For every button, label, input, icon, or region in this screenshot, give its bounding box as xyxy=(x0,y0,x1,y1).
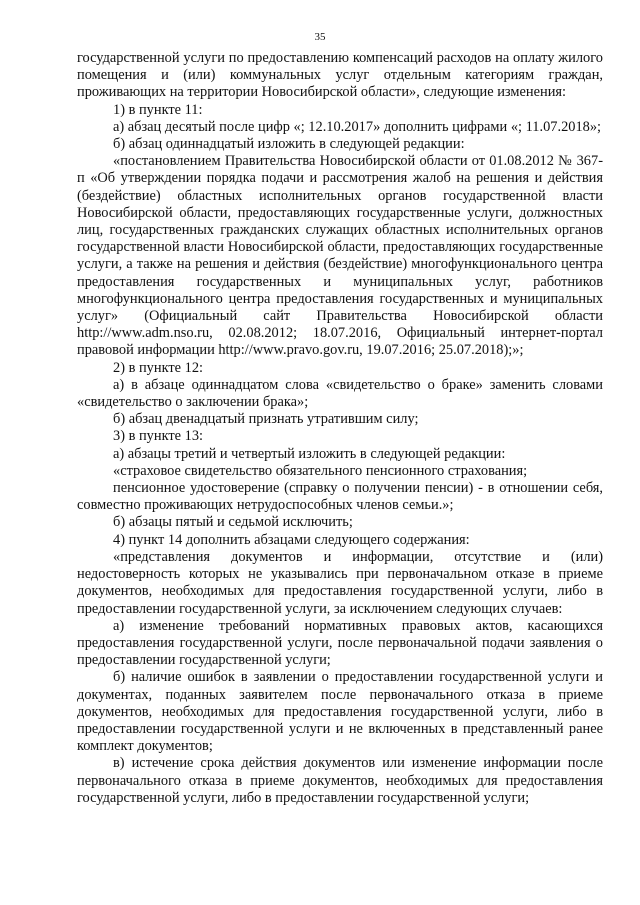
paragraph: в) истечение срока действия документов или изменение информации после первоначального отказа в приеме документов, необходимых для предоставления государственной услуги, либо в предоставлении государственной услуги; xyxy=(77,755,603,806)
paragraph: «страховое свидетельство обязательного пенсионного страхования; xyxy=(113,462,528,479)
page-number: 35 xyxy=(314,31,326,43)
paragraph: а) в абзаце одиннадцатом слова «свидетельство о браке» заменить словами «свидетельство о заключении брака»; xyxy=(77,376,603,411)
paragraph: б) абзац одиннадцатый изложить в следующей редакции: xyxy=(113,136,465,153)
paragraph: б) абзацы пятый и седьмой исключить; xyxy=(113,514,353,531)
paragraph: б) наличие ошибок в заявлении о предоставлении государственной услуги и документах, поданных заявителем после первоначального отказа в приеме документов, необходимых для предоставления государственной услуги, либо в предоставлении государственной услуги и не включенных в представленный ранее комплект документов; xyxy=(77,669,603,755)
paragraph: «постановлением Правительства Новосибирской области от 01.08.2012 № 367-п «Об утверждении порядка подачи и рассмотрения жалоб на решения и действия (бездействие) областных исполнительных органов государственной власти Новосибирской области, предоставляющих государственные услуги, должностных лиц, государственных гражданских служащих областных исполнительных органов государственной власти Новосибирской области, предоставляющих государственные услуги, а также на решения и действия (бездействие) многофункционального центра предоставления государственных и муниципальных услуг, работников многофункционального центра предоставления государственных и муниципальных услуг» (Официальный сайт Правительства Новосибирской области http://www.adm.nso.ru, 02.08.2012; 18.07.2016, Официальный интернет-портал правовой информации http://www.pravo.gov.ru, 19.07.2016; 25.07.2018);»; xyxy=(77,153,603,359)
paragraph: 2) в пункте 12: xyxy=(113,359,204,376)
paragraph: б) абзац двенадцатый признать утратившим силу; xyxy=(113,411,419,428)
paragraph: 3) в пункте 13: xyxy=(113,428,204,445)
paragraph: а) абзацы третий и четвертый изложить в следующей редакции: xyxy=(113,445,506,462)
paragraph: «представления документов и информации, отсутствие и (или) недостоверность которых не указывались при первоначальном отказе в приеме документов, необходимых для предоставления государственной услуги, либо в предоставлении государственной услуги, за исключением следующих случаев: xyxy=(77,548,603,617)
document-body xyxy=(77,50,603,807)
paragraph: 4) пункт 14 дополнить абзацами следующего содержания: xyxy=(113,531,470,548)
paragraph: государственной услуги по предоставлению компенсаций расходов на оплату жилого помещения и (или) коммунальных услуг отдельным категориям граждан, проживающих на территории Новосибирской области», следующие изменения: xyxy=(77,50,603,101)
paragraph: а) изменение требований нормативных правовых актов, касающихся предоставления государственной услуги, после первоначальной подачи заявления о предоставлении государственной услуги; xyxy=(77,617,603,669)
paragraph: пенсионное удостоверение (справку о получении пенсии) - в отношении себя, совместно проживающих нетрудоспособных членов семьи.»; xyxy=(77,480,603,514)
paragraph: а) абзац десятый после цифр «; 12.10.2017» дополнить цифрами «; 11.07.2018»; xyxy=(113,118,602,135)
paragraph: 1) в пункте 11: xyxy=(113,101,203,118)
